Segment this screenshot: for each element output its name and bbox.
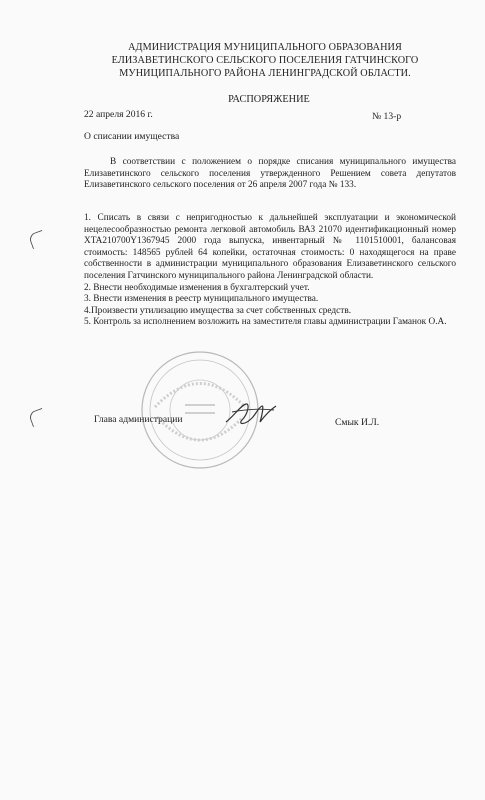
document-date: 22 апреля 2016 г.	[84, 109, 153, 120]
order-item: 5. Контроль за исполнением возложить на заместителя главы администрации Гаманок О.А.	[84, 317, 447, 328]
order-item: 1. Списать в связи с непригодностью к дальнейшей эксплуатации и экономической нецелесообразностью ремонта легковой автомобиль ВАЗ 21070 идентификационный номер XTA210700Y1367945 2000 года выпуска, инвентарный № 1101510001, балансовая стоимость: 148565 рублей 64 копейки, остаточная стоимость: 0 находящегося на праве собственности в администрации муниципального образования Елизаветинского сельского поселения Гатчинского муниципального района Ленинградской области.	[84, 213, 456, 281]
punch-hole-mark	[28, 230, 47, 249]
document-number: № 13-р	[372, 111, 402, 122]
signatory-role: Глава администрации	[94, 414, 183, 425]
document-subject: О списании имущества	[84, 131, 180, 142]
document-header	[100, 41, 430, 80]
handwritten-signature	[222, 396, 282, 432]
order-item: 2. Внести необходимые изменения в бухгалтерский учет.	[84, 282, 310, 293]
signatory-name: Смык И.Л.	[335, 417, 380, 428]
document-title: РАСПОРЯЖЕНИЕ	[228, 94, 310, 105]
order-item: 4.Произвести утилизацию имущества за счет собственных средств.	[84, 305, 352, 316]
order-items	[84, 213, 456, 329]
header-line: ЕЛИЗАВЕТИНСКОГО СЕЛЬСКОГО ПОСЕЛЕНИЯ ГАТЧИНСКОГО	[111, 55, 419, 66]
order-item: 3. Внести изменения в реестр муниципального имущества.	[84, 294, 319, 305]
header-line: АДМИНИСТРАЦИЯ МУНИЦИПАЛЬНОГО ОБРАЗОВАНИЯ	[128, 42, 402, 53]
header-line: МУНИЦИПАЛЬНОГО РАЙОНА ЛЕНИНГРАДСКОЙ ОБЛАСТИ.	[119, 68, 411, 79]
preamble-paragraph: В соответствии с положением о порядке списания муниципального имущества Елизаветинского сельского поселения утвержденного Решением совета депутатов Елизаветинского сельского поселения от 26 апреля 2007 года № 133.	[84, 157, 456, 190]
punch-hole-mark	[28, 408, 47, 427]
